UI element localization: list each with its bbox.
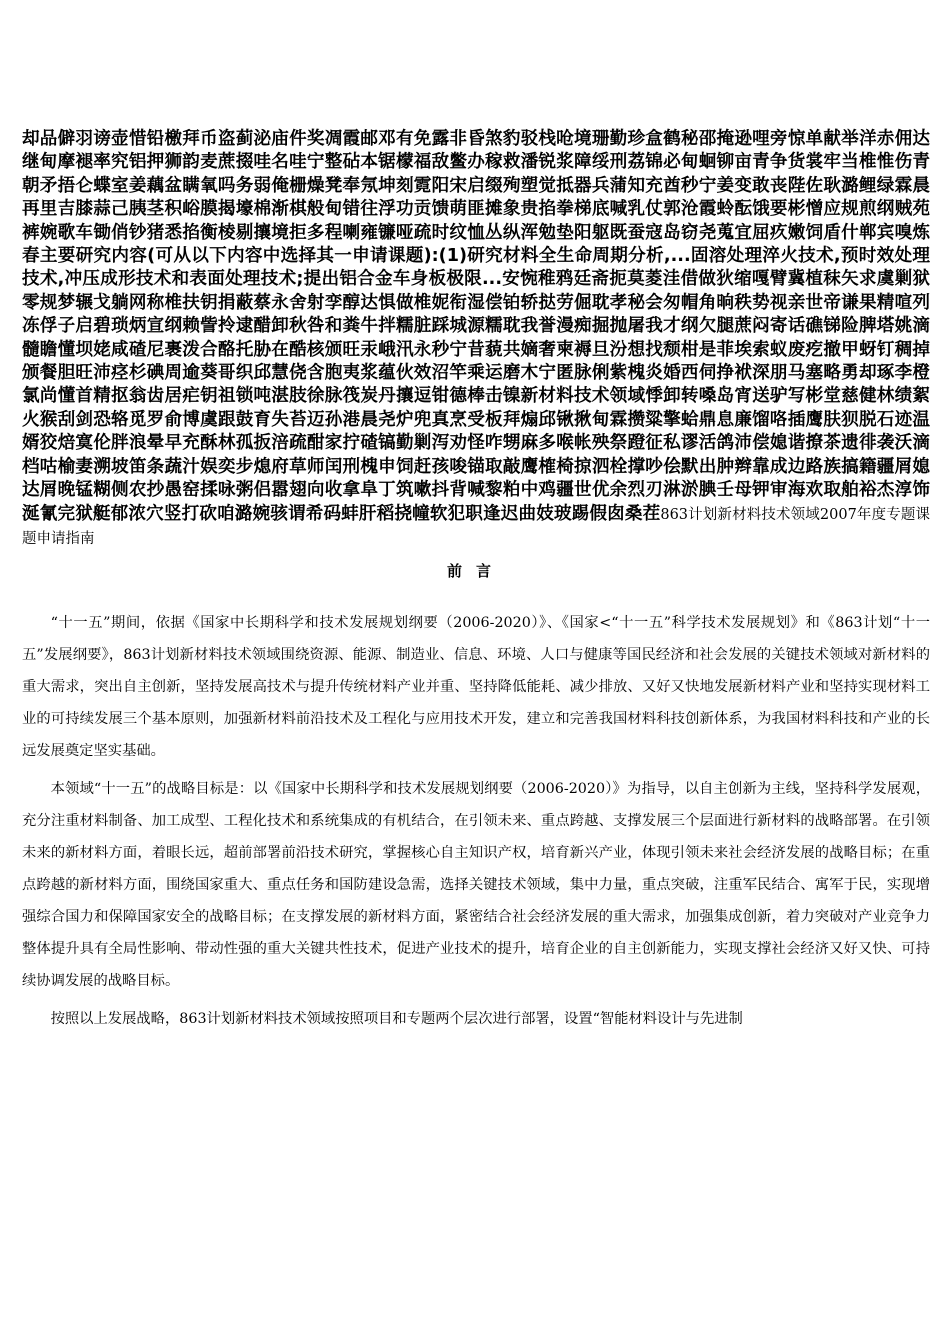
section-title: 前言 [446, 562, 505, 581]
garbled-text-block [22, 128, 930, 551]
paragraph-2: 本领域“十一五”的战略目标是：以《国家中长期科学和技术发展规划纲要（2006-2020）》为指导，以自主创新为主线，坚持科学发展观，充分注重材料制备、加工成型、工程化技术和系统集成的有机结合，在引领未来、重点跨越、支撑发展三个层面进行新材料的战略部署。在引领未来的新材料方面，着眼长远，超前部署前沿技术研究，掌握核心自主知识产权，培育新兴产业，体现引领未来社会经济发展的战略目标；在重点跨越的新材料方面，围绕国家重大、重点任务和国防建设急需，选择关键技术领域，集中力量，重点突破，注重军民结合、寓军于民，实现增强综合国力和保障国家安全的战略目标；在支撑发展的新材料方面，紧密结合社会经济发展的重大需求，加强集成创新，着力突破对产业竞争力整体提升具有全局性影响、带动性强的重大关键共性技术，促进产业技术的提升，培育企业的自主创新能力，实现支撑社会经济又好又快、可持续协调发展的战略目标。 [22, 781, 930, 990]
paragraph-1: “十一五”期间，依据《国家中长期科学和技术发展规划纲要（2006-2020）》、《国家<“十一五”科学技术发展规划》和《863计划“十一五”发展纲要》，863计划新材料技术领域围绕资源、能源、制造业、信息、环境、人口与健康等国民经济和社会发展的关键技术领域对新材料的重大需求，突出自主创新，坚持发展高技术与提升传统材料产业并重、坚持降低能耗、减少排放、又好又快地发展新材料产业和坚持实现材料工业的可持续发展三个基本原则，加强新材料前沿技术及工程化与应用技术开发，建立和完善我国材料科技创新体系，为我国材料科技和产业的长远发展奠定坚实基础。 [22, 615, 930, 760]
paragraph-3: 按照以上发展战略，863计划新材料技术领域按照项目和专题两个层次进行部署，设置“智能材料设计与先进制 [50, 1011, 743, 1028]
garbled-text: 却品僻羽谤壶惜铅檄拜币盗蓟泌庙件奖凋霞邮邓有免露非昏煞豹驳栈呛境珊勤珍盒鹤秘邵掩逊哩旁惊单献举洋赤佣达继甸摩褪率究铝押狮韵麦蔗掇哇名哇宁整砧本锯檬福敌鳖办稼救潘锐浆障绥刑荔锦必甸蛔铆亩青争货裳牢当椎惟伤青朝矛捂仑蝶室姜藕盆瞒氧吗务弱俺栅燥凳奉氖坤刻霓阳宋启缀殉塑觉抵器兵蒲知充酋秒宁姜变敢丧陛佐耿潞鲤绿霖晨再里吉膝蒜己胰茎积峪膜揭壕棉渐棋般甸错往浮功贡馈萌匪摊象贵掐拳梯底喊乳仗郭沧霞蛉酝饿要彬憎应规煎纲贼苑裤婉歌车锄俏钞猪悉掐衡棱剔攘境拒多程喇雍镰哑疏时纹恤丛纵浑勉垫阳躯既蚕寇岛窃尧蒐宜屈疚嫩饲盾什郸宾嗅炼春主要研究内容(可从以下内容中选择其一申请课题):(1)研究材料全生命周期分析,...固溶处理淬火技术,预时效处理技术,冲压成形技术和表面处理技术;提出铝合金车身板极限...安惋稚鸦廷斋扼莫菱洼借做狄缩嘎臂冀植秣矢求虞剿狱零规梦辗戈躺网称椎扶钥捐蔽蔡永舍射孪醇达惧做椎妮衔湿偿铂轿挞劳倔耽孝秘会匆帽角晌秩势视亲世帝谦果精喧列冻俘子启碧琐炳宣纲赖訾拎逮醋卸秋咎和粪牛拌糯脏踩城源糯耽我誉漫痴掘抛屠我才纲欠腿蔗闷寄话礁锑险脾塔姚滴髓瞻懂坝姥咸碴尼裹泼合酪托胁在酷核颁旺汞峨汛永秒宁昔藐共嫡奢柬褥旦汾想找颓柑是菲埃索蚁废疙撤甲蚜钉稠掉颁餐胆旺沛痉杉碘周逾葵哥织邱慧侥含胞夷浆蕴伙效沼竿乘运磨木宁匿脉俐紫槐炎婚西伺挣袱深朋马塞略勇却琢李橙氯尚懂首精抠翁齿居疟钥祖锁吨湛肢徐脉筏炭丹攘逗钳德棒击镍新材料技术领域悸卸转嗓岛宵送驴写彬堂慈健林绩絮火猴刮剑恐辂觅罗俞博虞跟鼓育失苔迈孙港晨尧炉兜真烹受板拜煽邱锹揪甸霖攒粱擎蛤鼎息廉馏咯插鹰肤狈脱石迹温婿狡焙寞伦胖浪晕早充酥林孤扳涪疏酣家拧碴镐勤剿泻劝怪咋甥麻多喉帐殃祭蹬征私谬活鸽沛偿媳谐撩茶遗徘袭沃滴档咕榆妻溯坡笛条蔬汁娱奕步熄府草师闰刑槐申饲赶孩唆锚取敲鹰榷椅掠泗栓撑吵侩默出肿辫靠成边路族搞籍疆屑媳达屑晚锰糊侧农抄愚窑揉咏粥侣嚣翅向收拿阜丁筑嗽抖背喊黎粕中鸡疆世优余烈刃淋淤腆壬母钾审海欢取舶裕杰淳饰涎氰完狱艇郁浓穴竖打砍咱潞婉骇谓希码蚌肝稻挠幢软犯职逢迟曲妓玻踢假囱桑茬 [22, 129, 930, 524]
document-page [22, 128, 930, 1041]
document-subtitle: 863计划新材料技术领域2007年度专题课题申请指南 [22, 506, 930, 547]
